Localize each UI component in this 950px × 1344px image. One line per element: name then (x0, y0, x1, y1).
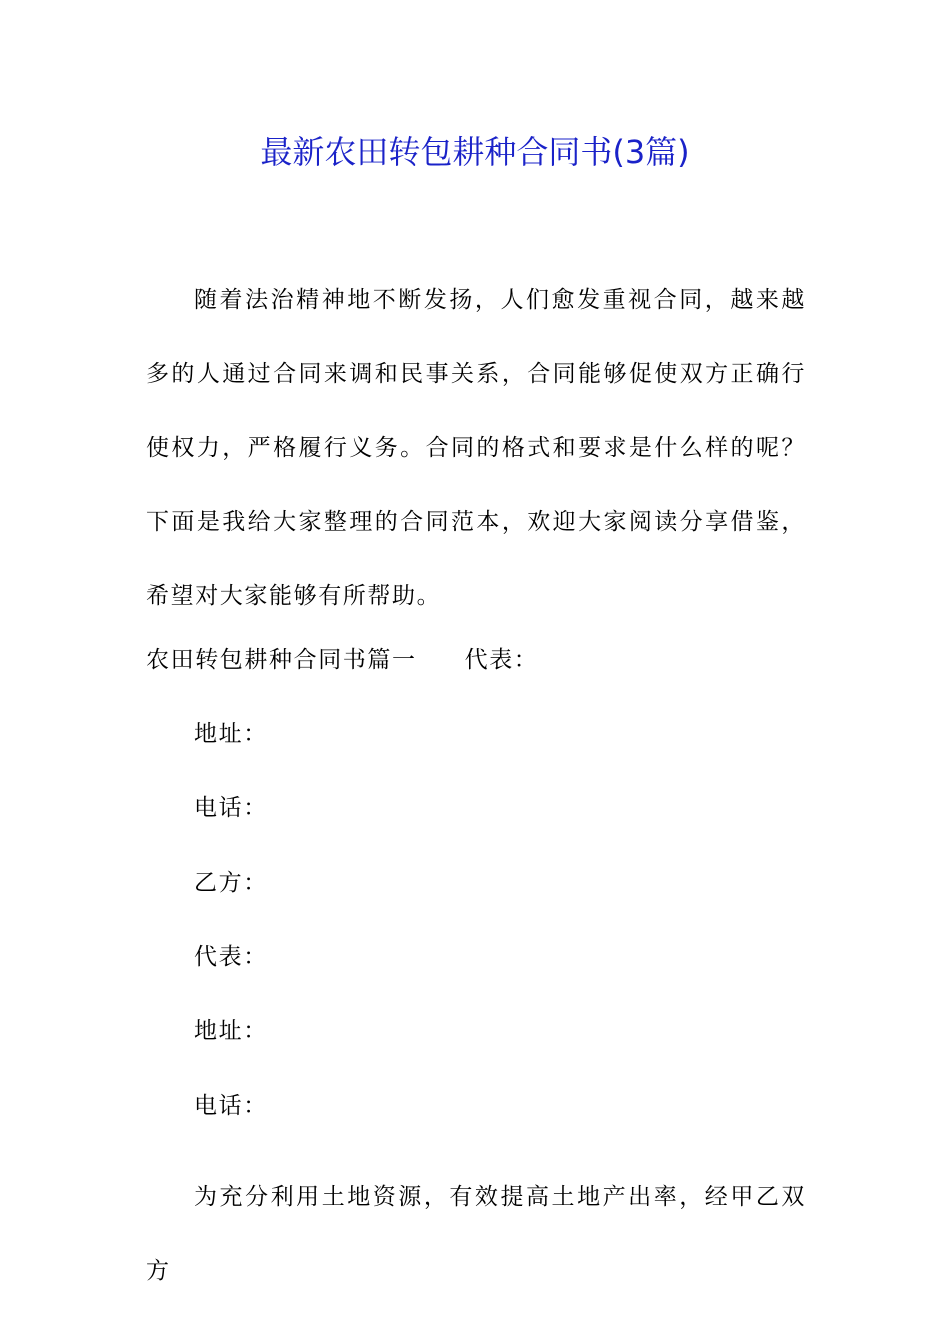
field-address-party-a: 地址： (194, 721, 268, 747)
field-phone-party-a: 电话： (194, 795, 268, 821)
field-representative-party-b: 代表： (194, 944, 268, 970)
section-heading-title: 农田转包耕种合同书篇一 (146, 647, 417, 673)
closing-paragraph: 为充分利用土地资源，有效提高土地产出率，经甲乙双方 (146, 1184, 806, 1284)
section-heading-representative: 代表： (464, 647, 539, 673)
intro-paragraph: 随着法治精神地不断发扬，人们愈发重视合同，越来越多的人通过合同来调和民事关系，合同能够促使双方正确行使权力，严格履行义务。合同的格式和要求是什么样的呢？下面是我给大家整理的合同范本，欢迎大家阅读分享借鉴，希望对大家能够有所帮助。 (146, 287, 806, 609)
field-party-b: 乙方： (194, 870, 268, 896)
field-address-party-b: 地址： (194, 1018, 268, 1044)
section-heading (146, 640, 538, 680)
field-phone-party-b: 电话： (194, 1093, 268, 1119)
document-title: 最新农田转包耕种合同书(3篇) (260, 133, 690, 171)
